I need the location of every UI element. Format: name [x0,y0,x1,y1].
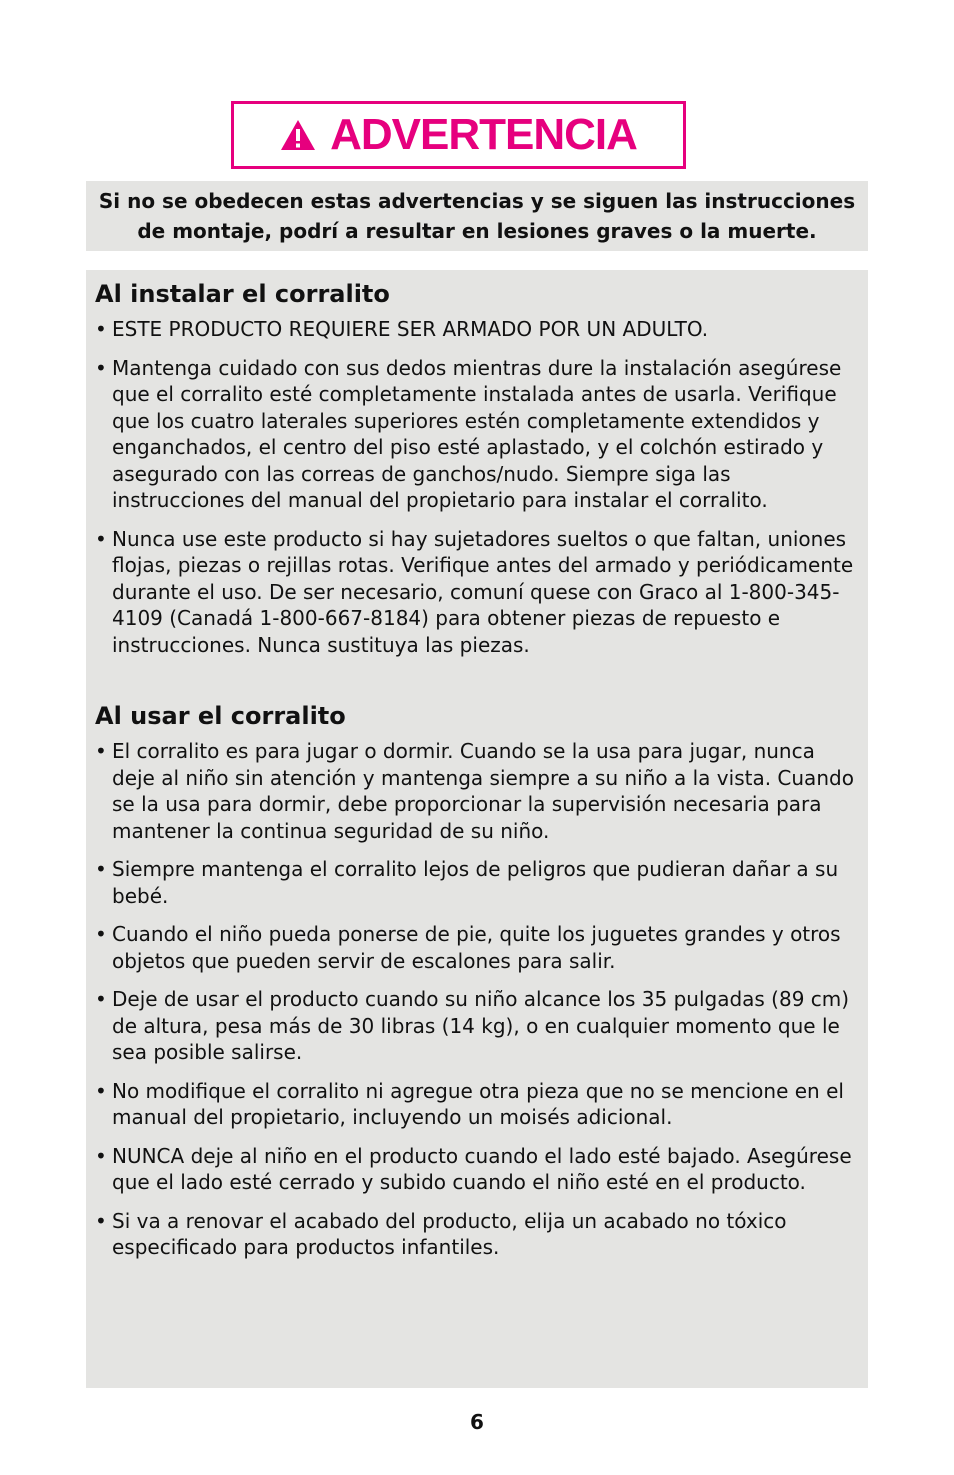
bullet-list [95,316,858,658]
list-item: • No modifique el corralito ni agregue otra pieza que no se mencione en el manual del propietario, incluyendo un moisés adicional. [95,1078,858,1131]
warning-triangle-icon [280,119,316,151]
page-number: 6 [470,1410,484,1434]
list-item: • ESTE PRODUCTO REQUIERE SER ARMADO POR UN ADULTO. [95,316,858,343]
section-use [95,698,858,1261]
section-heading: Al usar el corralito [95,702,346,730]
instructions-panel [86,270,868,1388]
intro-line-1: Si no se obedecen estas advertencias y se siguen las instrucciones [98,189,856,213]
warning-banner [231,101,686,169]
list-item: • NUNCA deje al niño en el producto cuando el lado esté bajado. Asegúrese que el lado esté cerrado y subido cuando el niño esté en el producto. [95,1143,858,1196]
section-install [95,276,858,658]
list-item: • Siempre mantenga el corralito lejos de peligros que pudieran dañar a su bebé. [95,856,858,909]
list-item: • El corralito es para jugar o dormir. Cuando se la usa para jugar, nunca deje al niño sin atención y mantenga siempre a su niño a la vista. Cuando se la usa para dormir, debe proporcionar la supervisión necesaria para mantener la continua seguridad de su niño. [95,738,858,844]
warning-title: ADVERTENCIA [330,110,637,159]
intro-line-2: de montaje, podrí a resultar en lesiones graves o la muerte. [137,219,817,243]
list-item: • Si va a renovar el acabado del producto, elija un acabado no tóxico especificado para productos infantiles. [95,1208,858,1261]
bullet-list [95,738,858,1261]
intro-warning-box [86,181,868,251]
list-item: • Mantenga cuidado con sus dedos mientras dure la instalación asegúrese que el corralito esté completamente instalada antes de usarla. Verifique que los cuatro laterales superiores estén completamente extendidos y enganchados, el centro del piso esté aplastado, y el colchón estirado y asegurado con las correas de ganchos/nudo. Siempre siga las instrucciones del manual del propietario para instalar el corralito. [95,355,858,514]
list-item: • Deje de usar el producto cuando su niño alcance los 35 pulgadas (89 cm) de altura, pesa más de 30 libras (14 kg), o en cualquier momento que le sea posible salirse. [95,986,858,1066]
section-heading: Al instalar el corralito [95,280,390,308]
list-item: • Cuando el niño pueda ponerse de pie, quite los juguetes grandes y otros objetos que pueden servir de escalones para salir. [95,921,858,974]
list-item: • Nunca use este producto si hay sujetadores sueltos o que faltan, uniones flojas, piezas o rejillas rotas. Verifique antes del armado y periódicamente durante el uso. De ser necesario, comuní quese con Graco al 1-800-345-4109 (Canadá 1-800-667-8184) para obtener piezas de repuesto e instrucciones. Nunca sustituya las piezas. [95,526,858,659]
intro-text [89,186,865,246]
